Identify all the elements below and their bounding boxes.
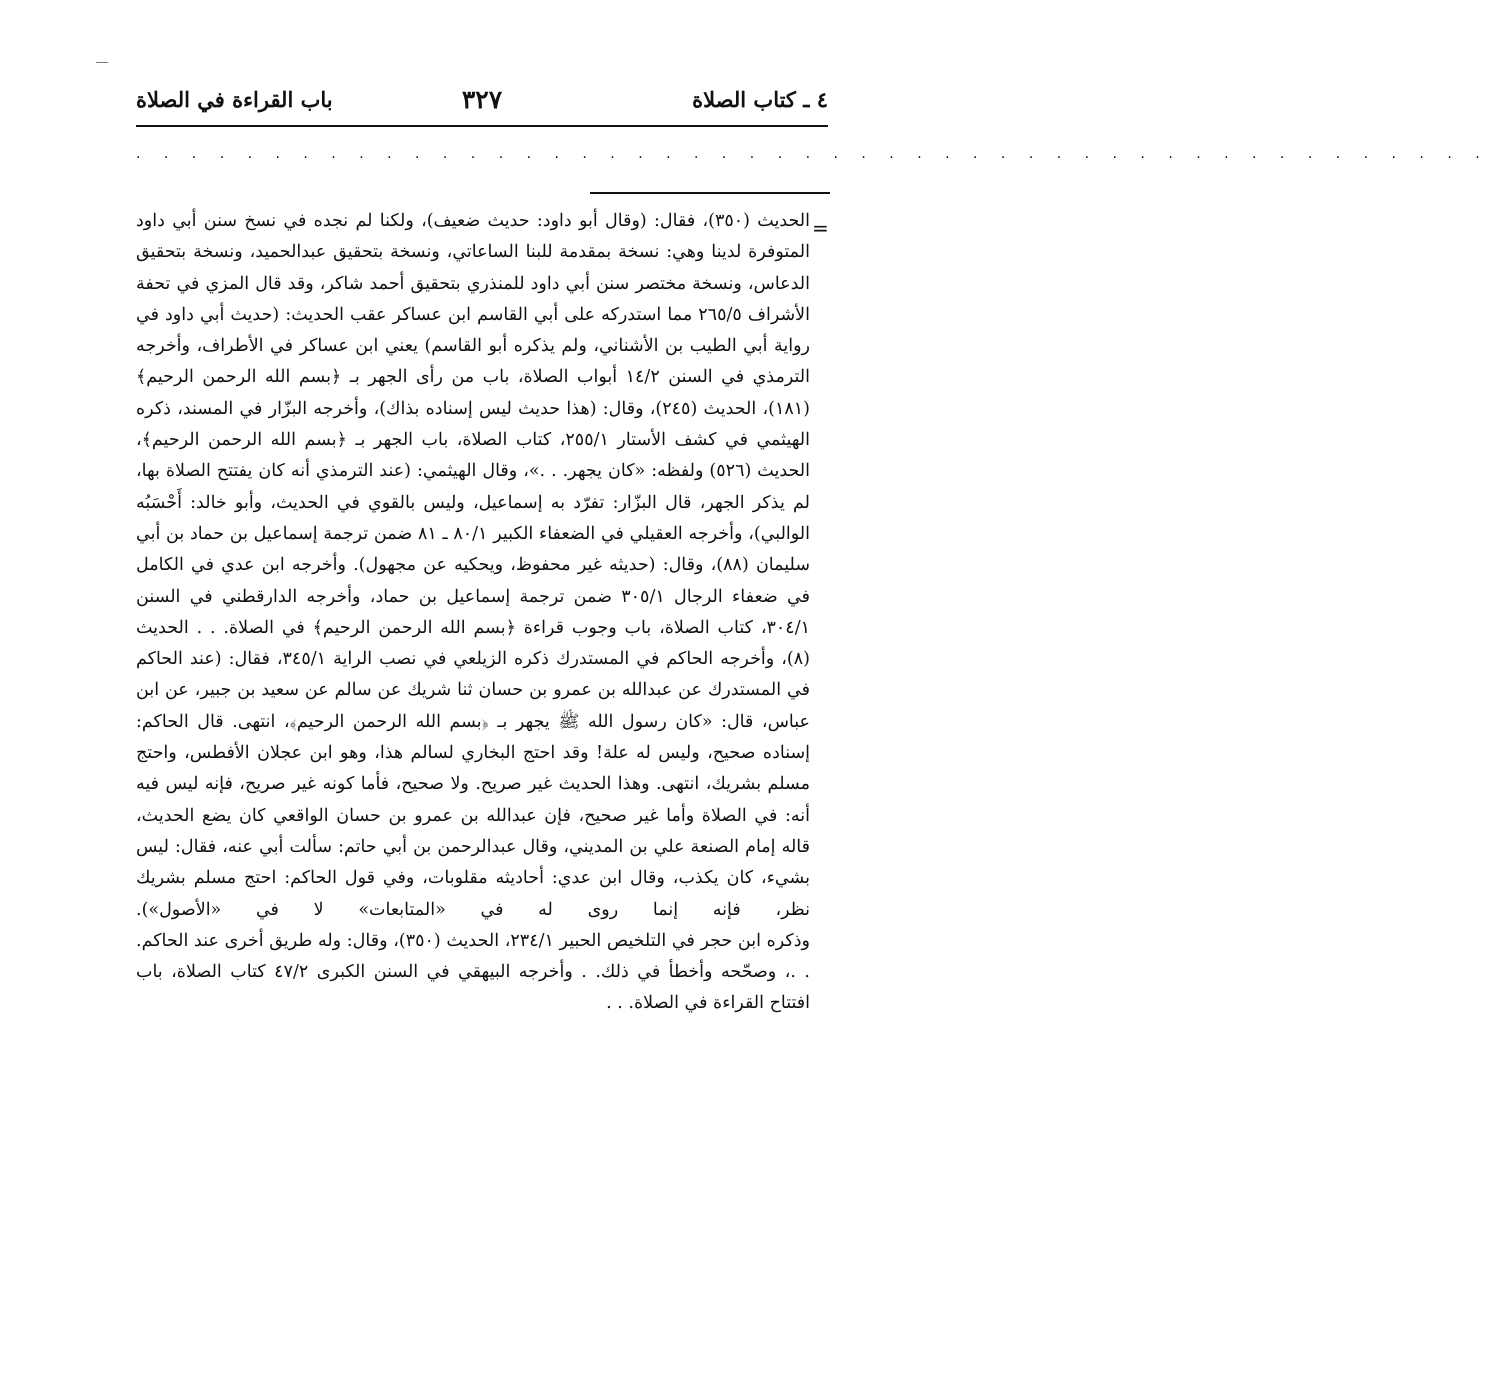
header-rule [136,125,828,127]
footnote-paragraph: الحديث (٣٥٠)، فقال: (وقال أبو داود: حديث ضعيف)، ولكنا لم نجده في نسخ سنن أبي داود المتوفرة لدينا وهي: نسخة بمقدمة للبنا الساعاتي، ونسخة بتحقيق عبدالحميد، ونسخة بتحقيق الدعاس، ونسخة مختصر سنن أبي داود للمنذري بتحقيق أحمد شاكر، وقد قال المزي في تحفة الأشراف ٢٦٥/٥ مما استدركه على أبي القاسم ابن عساكر عقب الحديث: (حديث أبي داود في رواية أبي الطيب بن الأشناني، ولم يذكره أبو القاسم) يعني ابن عساكر في الأطراف، وأخرجه الترمذي في السنن ١٤/٢ أبواب الصلاة، باب من رأى الجهر بـ ﴿بسم الله الرحمن الرحيم﴾ (١٨١)، الحديث (٢٤٥)، وقال: (هذا حديث ليس إسناده بذاك)، وأخرجه البزّار في المسند، ذكره الهيثمي في كشف الأستار ٢٥٥/١، كتاب الصلاة، باب الجهر بـ ﴿بسم الله الرحمن الرحيم﴾، الحديث (٥٢٦) ولفظه: «كان يجهر. . .»، وقال الهيثمي: (عند الترمذي أنه كان يفتتح الصلاة بها، لم يذكر الجهر، قال البزّار: تفرّد به إسماعيل، وليس بالقوي في الحديث، وأبو خالد: أَحْسَبُه الوالبي)، وأخرجه العقيلي في الضعفاء الكبير ٨٠/١ ـ ٨١ ضمن ترجمة إسماعيل بن حماد بن أبي سليمان (٨٨)، وقال: (حديثه غير محفوظ، ويحكيه عن مجهول). وأخرجه ابن عدي في الكامل في ضعفاء الرجال ٣٠٥/١ ضمن ترجمة إسماعيل بن حماد، وأخرجه الدارقطني في السنن ٣٠٤/١، كتاب الصلاة، باب وجوب قراءة ﴿بسم الله الرحمن الرحيم﴾ في الصلاة. . . الحديث (٨)، وأخرجه الحاكم في المستدرك ذكره الزيلعي في نصب الراية ٣٤٥/١، فقال: (عند الحاكم في المستدرك عن عبدالله بن عمرو بن حسان ثنا شريك عن سالم عن سعيد بن جبير، عن ابن عباس، قال: «كان رسول الله ﷺ يجهر بـ ﴿بسم الله الرحمن الرحيم﴾، انتهى. قال الحاكم: إسناده صحيح، وليس له علة! وقد احتج البخاري لسالم هذا، وهو ابن عجلان الأفطس، واحتج مسلم بشريك، انتهى. وهذا الحديث غير صريح. ولا صحيح، فأما كونه غير صريح، فإنه ليس فيه أنه: في الصلاة وأما غير صحيح، فإن عبدالله بن عمرو بن حسان الواقعي كان يضع الحديث، قاله إمام الصنعة علي بن المديني، وقال عبدالرحمن بن أبي حاتم: سألت أبي عنه، فقال: ليس بشيء، كان يكذب، وقال ابن عدي: أحاديثه مقلوبات، وفي قول الحاكم: احتج مسلم بشريك نظر، فإنه إنما روى له في «المتابعات» لا في «الأصول»). [136,211,811,920]
page-number: ٣٢٧ [461,85,503,114]
continuation-mark: = [812,216,829,240]
separator-dots: . . . . . . . . . . . . . . . . . . . . . . . . . . . . . . . . . . . . . . . . . . . . . . . . . [136,146,1489,162]
footnote-body [136,206,810,1020]
footnote-paragraph: وذكره ابن حجر في التلخيص الحبير ٢٣٤/١، الحديث (٣٥٠)، وقال: وله طريق أخرى عند الحاكم. . .، وصحّحه وأخطأ في ذلك. . وأخرجه البيهقي في السنن الكبرى ٤٧/٢ كتاب الصلاة، باب افتتاح القراءة في الصلاة. . . [136,930,810,1014]
margin-mark [96,62,108,63]
section-title: باب القراءة في الصلاة [136,87,333,112]
footnote-rule [590,192,830,194]
chapter-title: ٤ ـ كتاب الصلاة [692,87,828,112]
page-header [136,80,828,120]
